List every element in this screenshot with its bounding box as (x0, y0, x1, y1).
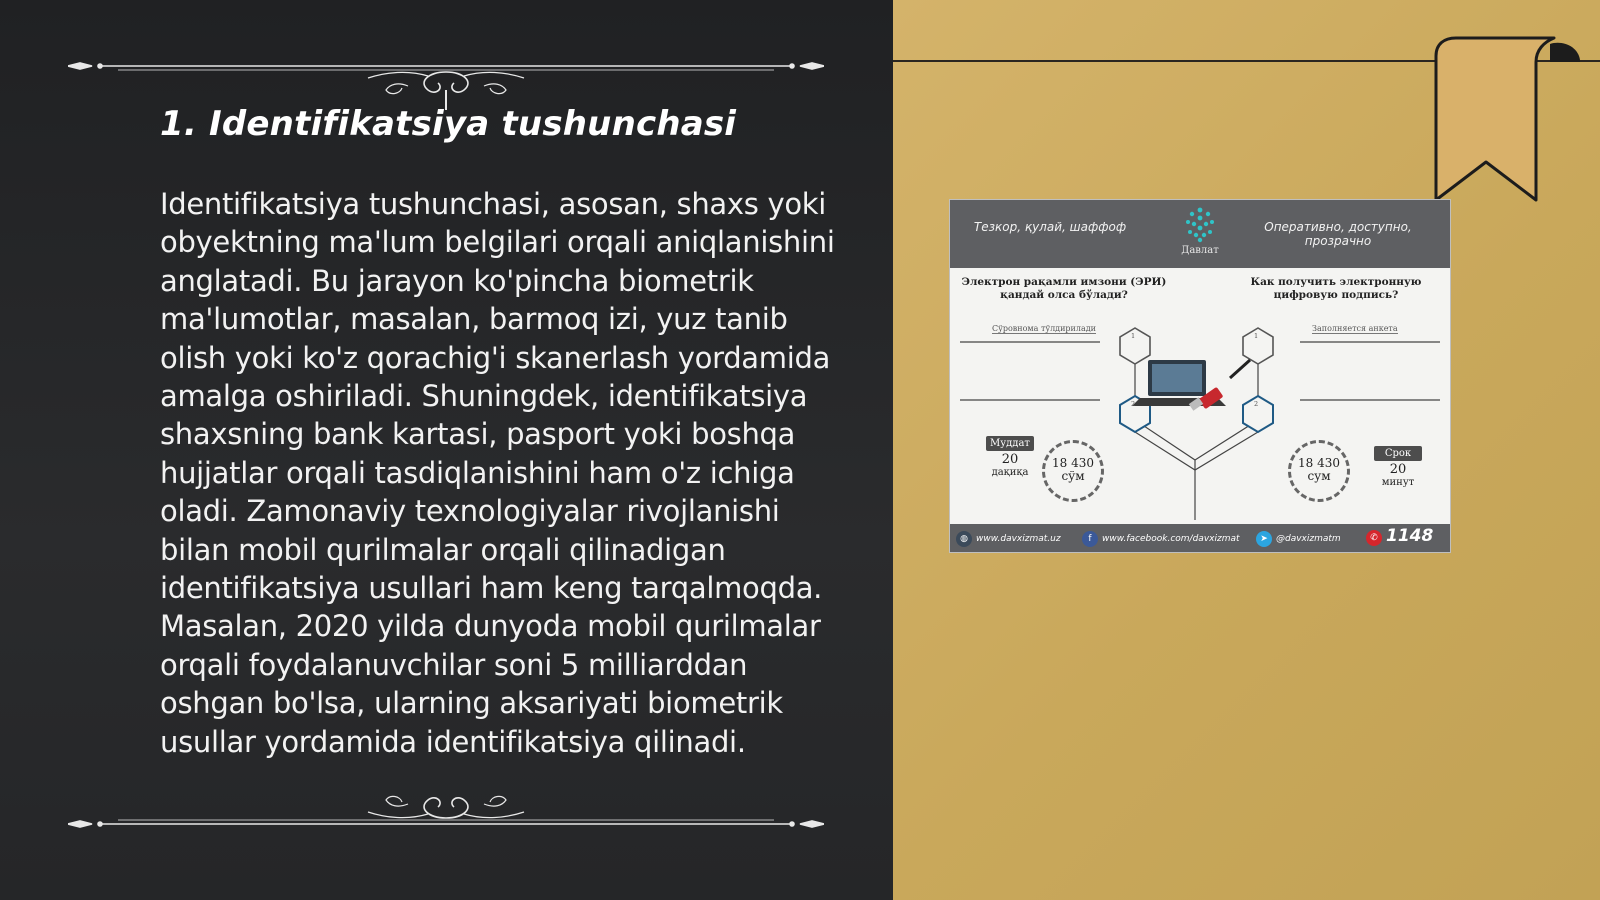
facebook-icon: f (1082, 531, 1098, 547)
phone-icon: ✆ (1366, 530, 1382, 546)
footer-hotline: 1148 (1386, 526, 1434, 546)
price-value-left: 18 430 (1052, 456, 1094, 470)
time-value-right: 20 (1389, 462, 1407, 477)
question-left: Электрон рақамли имзони (ЭРИ) қандай олса бўлади? (961, 276, 1167, 301)
question-right: Как получить электронную цифровую подпись? (1250, 276, 1422, 301)
infographic-footer (950, 524, 1450, 552)
step-1-right: 1 (1254, 332, 1259, 340)
price-badge-right (1288, 440, 1350, 502)
price-value-right: 18 430 (1298, 456, 1340, 470)
footer-facebook (1082, 531, 1240, 547)
step-2-right: 2 (1254, 400, 1259, 408)
subheading-left: Сўровнома тўлдирилади (992, 324, 1096, 333)
eds-infographic (950, 200, 1450, 552)
logo-emblem-icon (1180, 204, 1220, 244)
time-unit-right: минут (1381, 477, 1415, 488)
globe-icon: ◍ (956, 531, 972, 547)
time-value-left: 20 (1001, 452, 1019, 467)
body-paragraph: Identifikatsiya tushunchasi, asosan, shaxs yoki obyektning ma'lum belgilari orqali aniqlanishini anglatadi. Bu jarayon ko'pincha biometrik ma'lumotlar, masalan, barmoq izi, yuz tanib olish yoki ko'z qorachig'i skanerlash yordamida amalga oshiriladi. Shuningdek, identifikatsiya shaxsning bank kartasi, pasport yoki boshqa hujjatlar orqali tasdiqlanishini ham o'z ichiga oladi. Zamonaviy texnologiyalar rivojlanishi bilan mobil qurilmalar orqali qilinadigan identifikatsiya usullari ham keng tarqalmoqda. Masalan, 2020 yilda dunyoda mobil qurilmalar orqali foydalanuvchilar soni 5 milliarddan oshgan bo'lsa, ularning aksariyati biometrik usullar yordamida identifikatsiya qilinadi. (160, 187, 835, 759)
agency-logo (1180, 204, 1220, 266)
bookmark-ribbon-icon (1432, 36, 1582, 202)
subheading-right: Заполняется анкета (1312, 324, 1398, 333)
price-unit-right: сум (1307, 469, 1331, 483)
footer-telegram-text: @davxizmatm (1276, 534, 1341, 544)
step-1-left: 1 (1131, 332, 1136, 340)
infographic-header (950, 200, 1450, 268)
price-unit-left: сўм (1061, 469, 1085, 483)
footer-website (956, 531, 1061, 547)
telegram-icon: ➤ (1256, 531, 1272, 547)
price-badge-left (1042, 440, 1104, 502)
header-slogan-left: Тезкор, қулай, шаффоф (973, 220, 1127, 234)
time-unit-left: дақиқа (991, 467, 1029, 478)
header-slogan-right: Оперативно, доступно, прозрачно (1264, 220, 1412, 248)
time-box-right (1374, 446, 1422, 489)
time-label-right: Срок (1374, 446, 1422, 461)
slide-title: 1. Identifikatsiya tushunchasi (160, 104, 737, 144)
time-box-left (986, 436, 1034, 479)
top-ornament (68, 52, 824, 112)
logo-word: Давлат (1181, 245, 1219, 256)
footer-telegram (1256, 531, 1341, 547)
time-label-left: Муддат (986, 436, 1034, 451)
infographic-diagram (950, 320, 1450, 520)
footer-facebook-text: www.facebook.com/davxizmat (1102, 534, 1240, 544)
bottom-ornament (68, 778, 824, 838)
footer-website-text: www.davxizmat.uz (976, 534, 1061, 544)
step-2-left: 2 (1131, 400, 1136, 408)
